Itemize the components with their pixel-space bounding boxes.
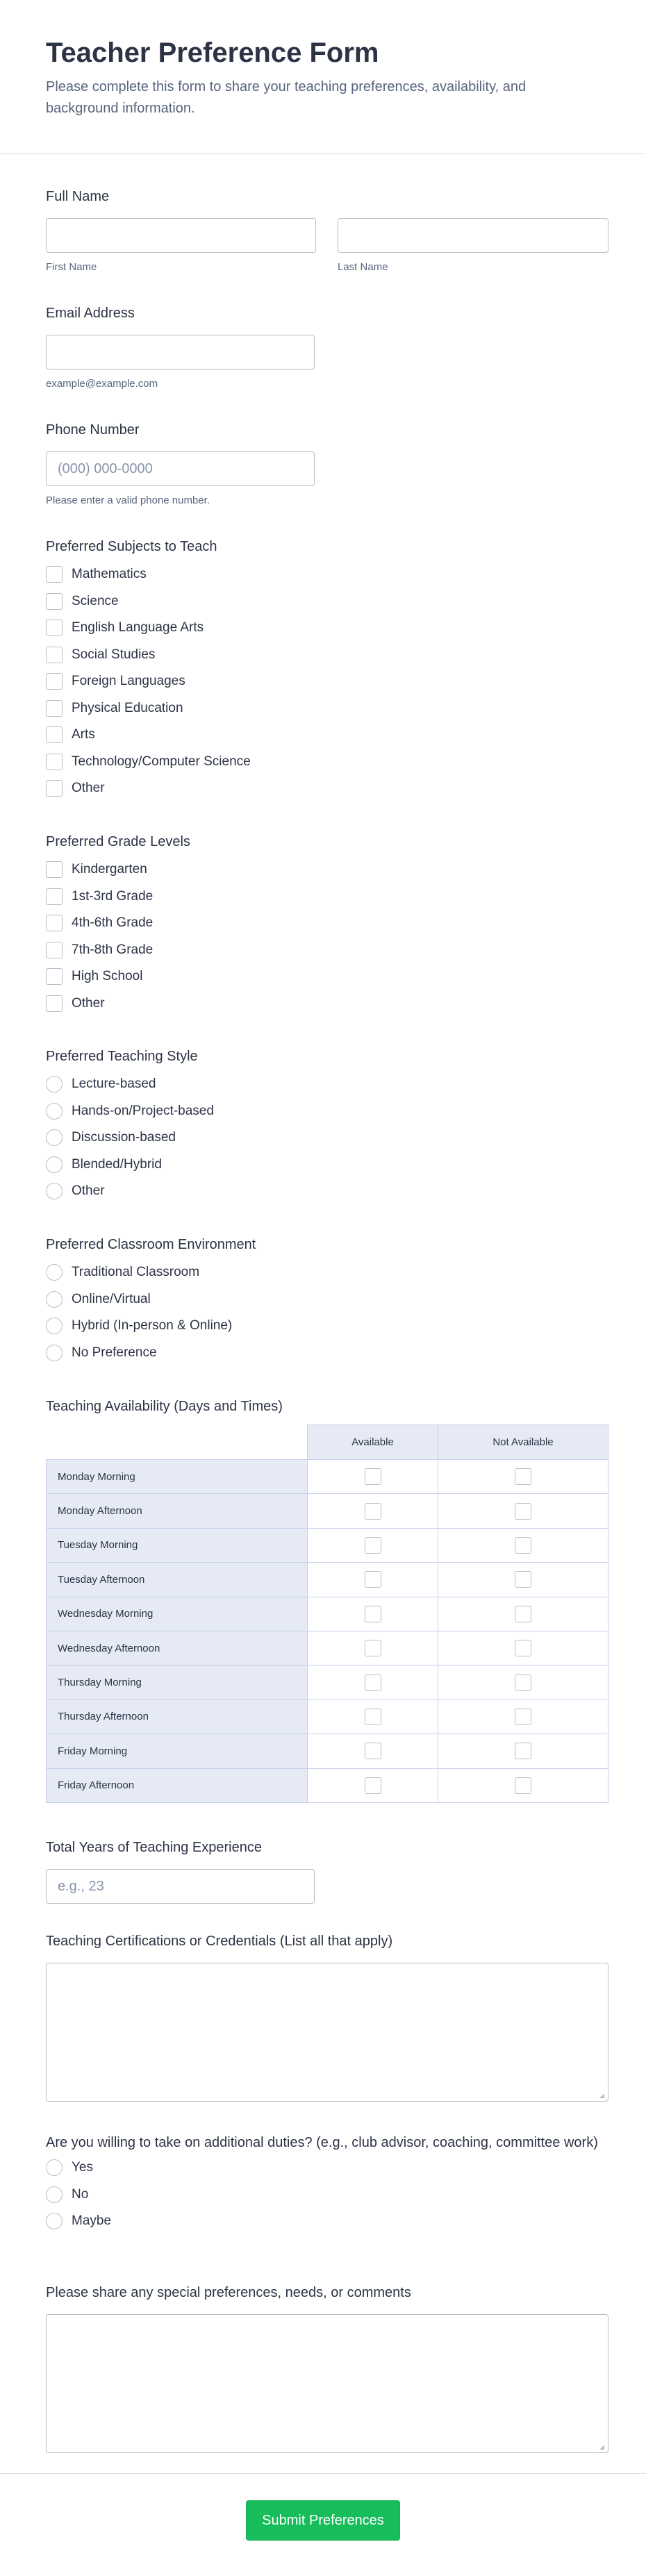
not-available-checkbox[interactable] [515,1537,531,1554]
radio[interactable] [46,1076,63,1092]
style-field [46,1047,608,1205]
grades-label: Preferred Grade Levels [46,834,190,849]
grade-option-other[interactable] [46,990,608,1017]
checkbox[interactable] [46,861,63,878]
style-option-lecture[interactable] [46,1071,608,1098]
option-label: Maybe [72,2213,112,2229]
environment-option-no-preference[interactable] [46,1340,608,1367]
subjects-label: Preferred Subjects to Teach [46,539,217,554]
grade-option-7th-8th[interactable] [46,937,608,964]
matrix-row [47,1768,608,1802]
available-checkbox[interactable] [365,1675,381,1691]
matrix-row [47,1734,608,1768]
environment-option-traditional[interactable] [46,1259,608,1286]
matrix-row [47,1563,608,1597]
comments-field [46,2284,608,2453]
full-name-field [46,188,608,274]
option-label: Other [72,995,105,1011]
email-field [46,304,608,390]
checkbox[interactable] [46,995,63,1012]
certifications-field [46,1932,608,2102]
email-input[interactable] [46,335,315,369]
environment-label: Preferred Classroom Environment [46,1237,256,1252]
availability-matrix [46,1424,608,1803]
option-label: Online/Virtual [72,1291,151,1306]
environment-options [46,1259,608,1366]
style-option-blended[interactable] [46,1152,608,1179]
option-label: Science [72,593,119,608]
radio[interactable] [46,1156,63,1173]
option-label: Physical Education [72,700,183,715]
checkbox[interactable] [46,673,63,690]
subject-option-arts[interactable] [46,722,608,749]
radio[interactable] [46,2186,63,2203]
not-available-checkbox[interactable] [515,1606,531,1622]
duties-option-no[interactable] [46,2182,608,2209]
not-available-checkbox[interactable] [515,1777,531,1794]
certifications-textarea[interactable] [46,1963,608,2102]
not-available-checkbox[interactable] [515,1468,531,1485]
option-label: Blended/Hybrid [72,1156,162,1172]
not-available-checkbox[interactable] [515,1709,531,1725]
matrix-row-label: Wednesday Afternoon [47,1631,308,1665]
matrix-row-label: Monday Morning [47,1460,308,1494]
option-label: Discussion-based [72,1130,176,1145]
subjects-field [46,538,608,802]
checkbox[interactable] [46,968,63,985]
checkbox[interactable] [46,942,63,958]
option-label: Other [72,781,105,796]
matrix-row-label: Wednesday Morning [47,1597,308,1631]
option-label: Other [72,1183,105,1199]
style-options [46,1071,608,1205]
option-label: 4th-6th Grade [72,915,154,931]
matrix-row [47,1700,608,1734]
matrix-row [47,1460,608,1494]
availability-label: Teaching Availability (Days and Times) [46,1399,283,1414]
option-label: No [72,2186,89,2202]
radio[interactable] [46,1183,63,1199]
checkbox[interactable] [46,593,63,610]
email-sublabel: example@example.com [46,378,158,390]
phone-field [46,421,608,507]
matrix-corner [47,1425,308,1460]
matrix-row-label: Tuesday Afternoon [47,1563,308,1597]
option-label: Hybrid (In-person & Online) [72,1318,233,1333]
environment-option-online[interactable] [46,1286,608,1313]
available-checkbox[interactable] [365,1571,381,1588]
available-checkbox[interactable] [365,1537,381,1554]
phone-input[interactable]: (000) 000-0000 [46,451,315,486]
duties-option-yes[interactable] [46,2154,608,2182]
option-label: High School [72,969,143,984]
available-checkbox[interactable] [365,1640,381,1656]
subject-option-english[interactable] [46,615,608,642]
subject-option-physical-education[interactable] [46,695,608,722]
grades-field [46,833,608,1017]
checkbox[interactable] [46,754,63,770]
grade-option-kindergarten[interactable] [46,856,608,883]
checkbox[interactable] [46,620,63,636]
availability-field [46,1397,608,1803]
checkbox[interactable] [46,566,63,583]
experience-field [46,1838,608,1904]
matrix-row [47,1597,608,1631]
checkbox[interactable] [46,700,63,717]
option-label: Traditional Classroom [72,1265,200,1280]
matrix-row [47,1665,608,1700]
option-label: Lecture-based [72,1077,156,1092]
radio[interactable] [46,2213,63,2229]
experience-label: Total Years of Teaching Experience [46,1840,262,1855]
last-name-input[interactable] [338,218,608,253]
checkbox[interactable] [46,780,63,797]
radio[interactable] [46,1291,63,1308]
resize-handle-icon[interactable]: ◢ [599,2092,604,2099]
duties-field [46,2134,608,2235]
subject-option-mathematics[interactable] [46,561,608,588]
not-available-checkbox[interactable] [515,1743,531,1759]
available-checkbox[interactable] [365,1743,381,1759]
environment-option-hybrid[interactable] [46,1313,608,1340]
subject-option-other[interactable] [46,775,608,802]
subject-option-foreign-languages[interactable] [46,668,608,695]
form-title: Teacher Preference Form [46,38,379,68]
grade-option-1st-3rd[interactable] [46,883,608,911]
option-label: English Language Arts [72,620,204,635]
submit-button[interactable]: Submit Preferences [246,2500,400,2541]
option-label: Arts [72,727,95,742]
form-subtitle: Please complete this form to share your teaching preferences, availability, and background information. [46,79,527,116]
not-available-checkbox[interactable] [515,1571,531,1588]
option-label: No Preference [72,1345,157,1360]
radio[interactable] [46,1264,63,1281]
style-option-other[interactable] [46,1178,608,1205]
comments-label: Please share any special preferences, needs, or comments [46,2285,411,2300]
form-footer [0,2473,646,2576]
matrix-row-label: Monday Afternoon [47,1494,308,1528]
duties-options [46,2154,608,2235]
matrix-row [47,1528,608,1562]
style-option-hands-on[interactable] [46,1098,608,1125]
matrix-row-label: Thursday Afternoon [47,1700,308,1734]
style-label: Preferred Teaching Style [46,1049,198,1064]
radio[interactable] [46,2159,63,2176]
checkbox[interactable] [46,647,63,663]
first-name-input[interactable] [46,218,316,253]
full-name-label: Full Name [46,189,110,204]
available-checkbox[interactable] [365,1468,381,1485]
subject-option-science[interactable] [46,588,608,615]
checkbox[interactable] [46,726,63,743]
available-checkbox[interactable] [365,1606,381,1622]
matrix-row [47,1494,608,1528]
available-checkbox[interactable] [365,1709,381,1725]
phone-sublabel: Please enter a valid phone number. [46,495,210,506]
matrix-column-available: Available [308,1425,438,1460]
form-header [0,0,646,154]
matrix-row [47,1631,608,1665]
last-name-sublabel: Last Name [338,261,388,273]
subjects-options [46,561,608,802]
resize-handle-icon[interactable]: ◢ [599,2443,604,2450]
available-checkbox[interactable] [365,1777,381,1794]
matrix-row-label: Thursday Morning [47,1665,308,1700]
option-label: Social Studies [72,647,156,662]
option-label: Kindergarten [72,862,147,877]
not-available-checkbox[interactable] [515,1675,531,1691]
radio[interactable] [46,1318,63,1334]
radio[interactable] [46,1103,63,1120]
first-name-sublabel: First Name [46,261,97,273]
duties-option-maybe[interactable] [46,2208,608,2235]
option-label: Mathematics [72,567,147,582]
checkbox[interactable] [46,915,63,931]
grade-option-4th-6th[interactable] [46,910,608,937]
option-label: Yes [72,2160,93,2175]
option-label: 1st-3rd Grade [72,888,154,904]
available-checkbox[interactable] [365,1503,381,1520]
option-label: 7th-8th Grade [72,942,154,957]
radio[interactable] [46,1345,63,1361]
checkbox[interactable] [46,888,63,905]
option-label: Hands-on/Project-based [72,1103,214,1118]
duties-label: Are you willing to take on additional duties? (e.g., club advisor, coaching, committee work) [46,2135,598,2150]
subject-option-social-studies[interactable] [46,642,608,669]
experience-input[interactable]: e.g., 23 [46,1869,315,1904]
not-available-checkbox[interactable] [515,1640,531,1656]
radio[interactable] [46,1129,63,1146]
matrix-row-label: Tuesday Morning [47,1528,308,1562]
subject-option-technology[interactable] [46,749,608,776]
certifications-label: Teaching Certifications or Credentials (List all that apply) [46,1934,393,1949]
matrix-row-label: Friday Morning [47,1734,308,1768]
environment-field [46,1236,608,1366]
matrix-row-label: Friday Afternoon [47,1768,308,1802]
grade-option-high-school[interactable] [46,963,608,990]
email-label: Email Address [46,306,135,321]
phone-label: Phone Number [46,422,140,438]
not-available-checkbox[interactable] [515,1503,531,1520]
style-option-discussion[interactable] [46,1124,608,1152]
matrix-column-not-available: Not Available [438,1425,608,1460]
comments-textarea[interactable] [46,2314,608,2453]
option-label: Foreign Languages [72,674,185,689]
option-label: Technology/Computer Science [72,754,251,769]
grades-options [46,856,608,1017]
